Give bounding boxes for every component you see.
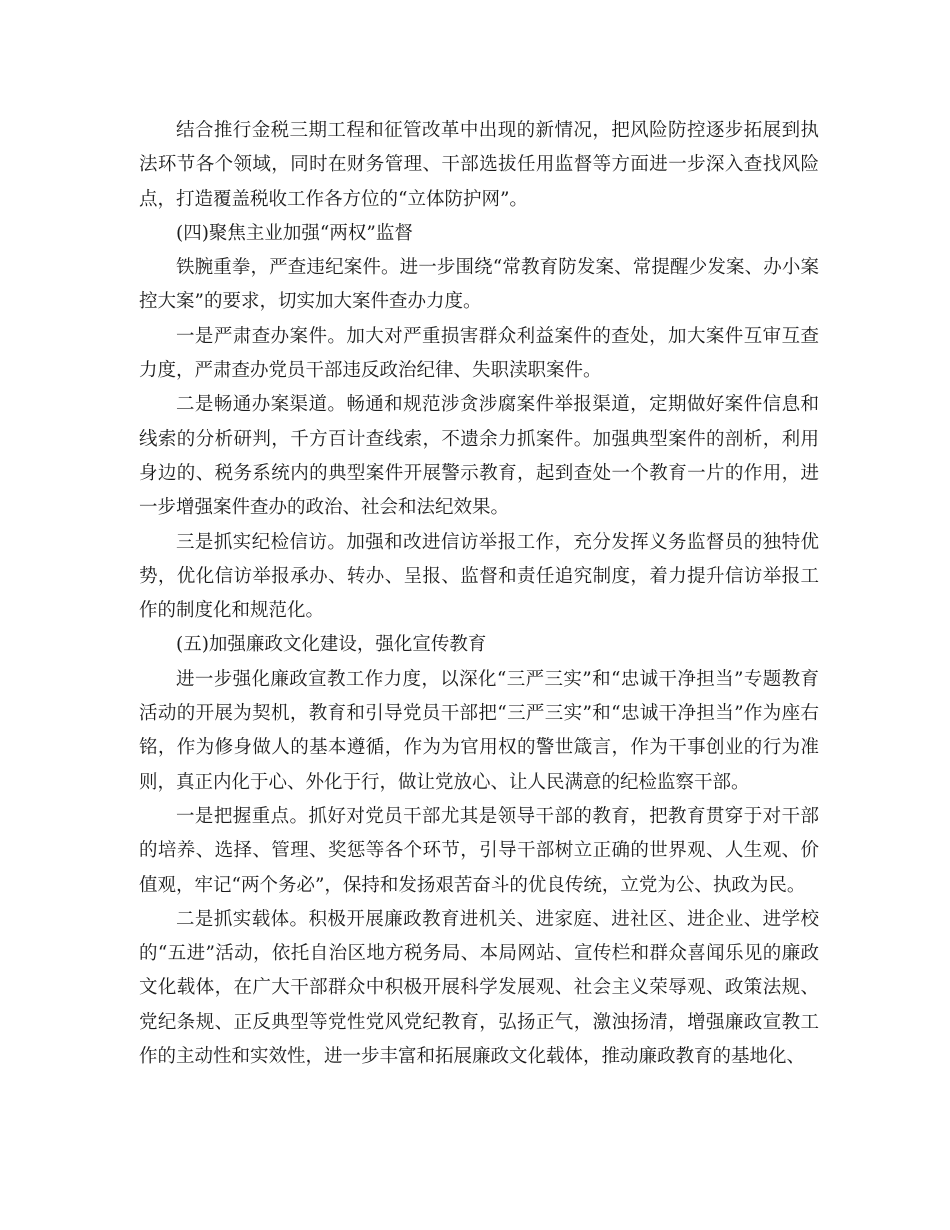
paragraph-case-channels: 二是畅通办案渠道。畅通和规范涉贪涉腐案件举报渠道，定期做好案件信息和线索的分析研判，千方百计查线索，不遗余力抓案件。加强典型案件的剖析，利用身边的、税务系统内的典型案件开展警示教育，起到查处一个教育一片的作用，进一步增强案件查办的政治、社会和法纪效果。 [139, 394, 819, 519]
document-body [139, 114, 819, 1074]
paragraph-risk-prevention: 结合推行金税三期工程和征管改革中出现的新情况，把风险防控逐步拓展到执法环节各个领域，同时在财务管理、干部选拔任用监督等方面进一步深入查找风险点，打造覆盖税收工作各方位的“立体防护网”。 [139, 120, 819, 210]
paragraph-case-investigation-intro: 铁腕重拳，严查违纪案件。进一步围绕“常教育防发案、常提醒少发案、办小案控大案”的要求，切实加大案件查办力度。 [139, 257, 819, 313]
paragraph-carriers: 二是抓实载体。积极开展廉政教育进机关、进家庭、进社区、进企业、进学校的“五进”活动，依托自治区地方税务局、本局网站、宣传栏和群众喜闻乐见的廉政文化载体，在广大干部群众中积极开展科学发展观、社会主义荣辱观、政策法规、党纪条规、正反典型等党性党风党纪教育，弘扬正气，激浊扬清，增强廉政宣教工作的主动性和实效性，进一步丰富和拓展廉政文化载体，推动廉政教育的基地化、 [139, 908, 819, 1068]
paragraph-strict-investigation: 一是严肃查办案件。加大对严重损害群众利益案件的查处，加大案件互审互查力度，严肃查办党员干部违反政治纪律、失职渎职案件。 [139, 325, 819, 382]
section-heading-five: (五)加强廉政文化建设，强化宣传教育 [176, 634, 487, 656]
paragraph-petition-reporting: 三是抓实纪检信访。加强和改进信访举报工作，充分发挥义务监督员的独特优势，优化信访举报承办、转办、呈报、监督和责任追究制度，着力提升信访举报工作的制度化和规范化。 [139, 531, 819, 622]
section-heading-four: (四)聚焦主业加强“两权”监督 [176, 222, 413, 244]
paragraph-integrity-education-intro: 进一步强化廉政宣教工作力度，以深化“三严三实”和“忠诚干净担当”专题教育活动的开展为契机，教育和引导党员干部把“三严三实”和“忠诚干净担当”作为座右铭，作为修身做人的基本遵循，作为为官用权的警世箴言，作为干事创业的行为准则，真正内化于心、外化于行，做让党放心、让人民满意的纪检监察干部。 [139, 668, 819, 793]
paragraph-key-points: 一是把握重点。抓好对党员干部尤其是领导干部的教育，把教育贯穿于对干部的培养、选择、管理、奖惩等各个环节，引导干部树立正确的世界观、人生观、价值观，牢记“两个务必”，保持和发扬艰苦奋斗的优良传统，立党为公、执政为民。 [139, 805, 819, 896]
